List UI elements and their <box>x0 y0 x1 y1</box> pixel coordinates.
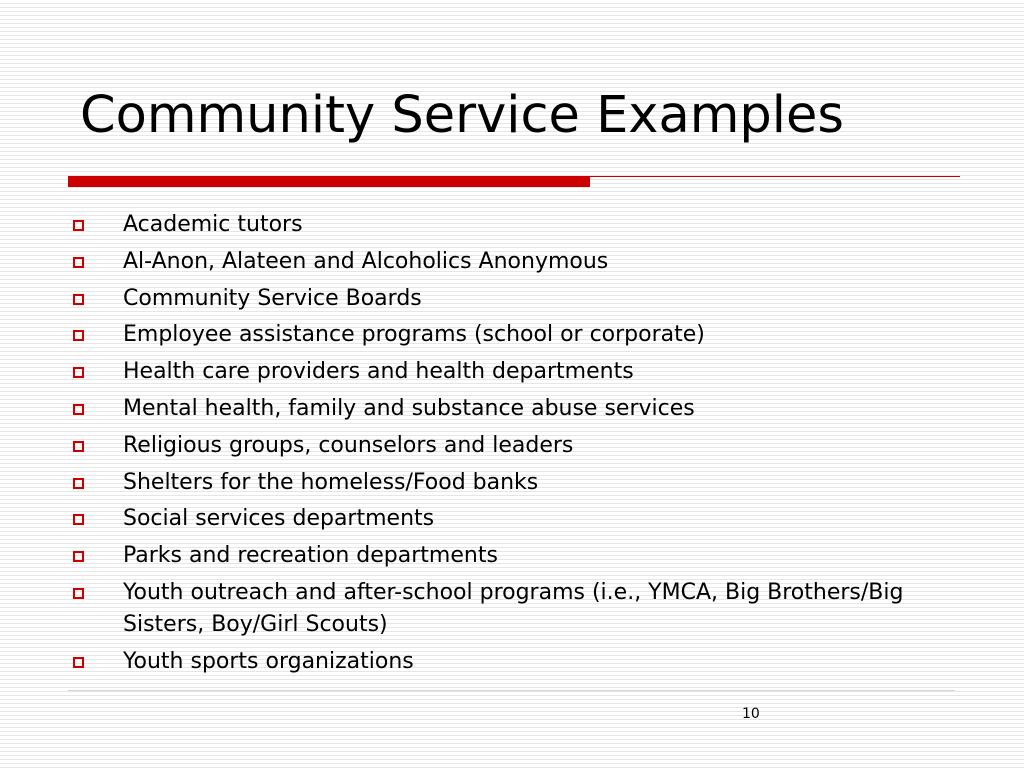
hollow-square-bullet-icon <box>73 220 84 231</box>
list-item <box>72 577 932 641</box>
list-item-text: Youth sports organizations <box>123 648 414 674</box>
hollow-square-bullet-icon <box>73 588 84 599</box>
title-underline-thick <box>68 176 590 187</box>
list-item-text: Mental health, family and substance abuse services <box>123 395 695 421</box>
page-number: 10 <box>742 706 760 722</box>
slide-title: Community Service Examples <box>80 86 844 145</box>
hollow-square-bullet-icon <box>73 257 84 268</box>
list-item <box>72 246 932 278</box>
hollow-square-bullet-icon <box>73 514 84 525</box>
list-item <box>72 540 932 572</box>
hollow-square-bullet-icon <box>73 367 84 378</box>
list-item-text: Employee assistance programs (school or corporate) <box>123 322 705 348</box>
footer-divider <box>68 690 955 691</box>
list-item <box>72 319 932 351</box>
list-item <box>72 430 932 462</box>
list-item-text: Shelters for the homeless/Food banks <box>123 469 539 495</box>
list-item-text: Health care providers and health departments <box>123 359 634 385</box>
hollow-square-bullet-icon <box>73 551 84 562</box>
list-item-text: Parks and recreation departments <box>123 543 498 569</box>
list-item-text: Social services departments <box>123 506 435 532</box>
hollow-square-bullet-icon <box>73 330 84 341</box>
hollow-square-bullet-icon <box>73 294 84 305</box>
list-item <box>72 356 932 388</box>
hollow-square-bullet-icon <box>73 657 84 668</box>
list-item-text: Youth outreach and after-school programs (i.e., YMCA, Big Brothers/Big Sisters, Boy/Girl Scouts) <box>123 579 904 637</box>
list-item <box>72 209 932 241</box>
bullet-list <box>72 209 932 683</box>
list-item-text: Community Service Boards <box>123 285 422 311</box>
list-item <box>72 393 932 425</box>
hollow-square-bullet-icon <box>73 404 84 415</box>
hollow-square-bullet-icon <box>73 478 84 489</box>
list-item-text: Academic tutors <box>123 212 303 237</box>
list-item <box>72 283 932 315</box>
list-item-text: Religious groups, counselors and leaders <box>123 432 574 458</box>
list-item <box>72 503 932 535</box>
list-item <box>72 646 932 678</box>
list-item-text: Al-Anon, Alateen and Alcoholics Anonymous <box>123 248 609 274</box>
hollow-square-bullet-icon <box>73 441 84 452</box>
title-underline-thin <box>590 176 960 177</box>
list-item <box>72 467 932 499</box>
